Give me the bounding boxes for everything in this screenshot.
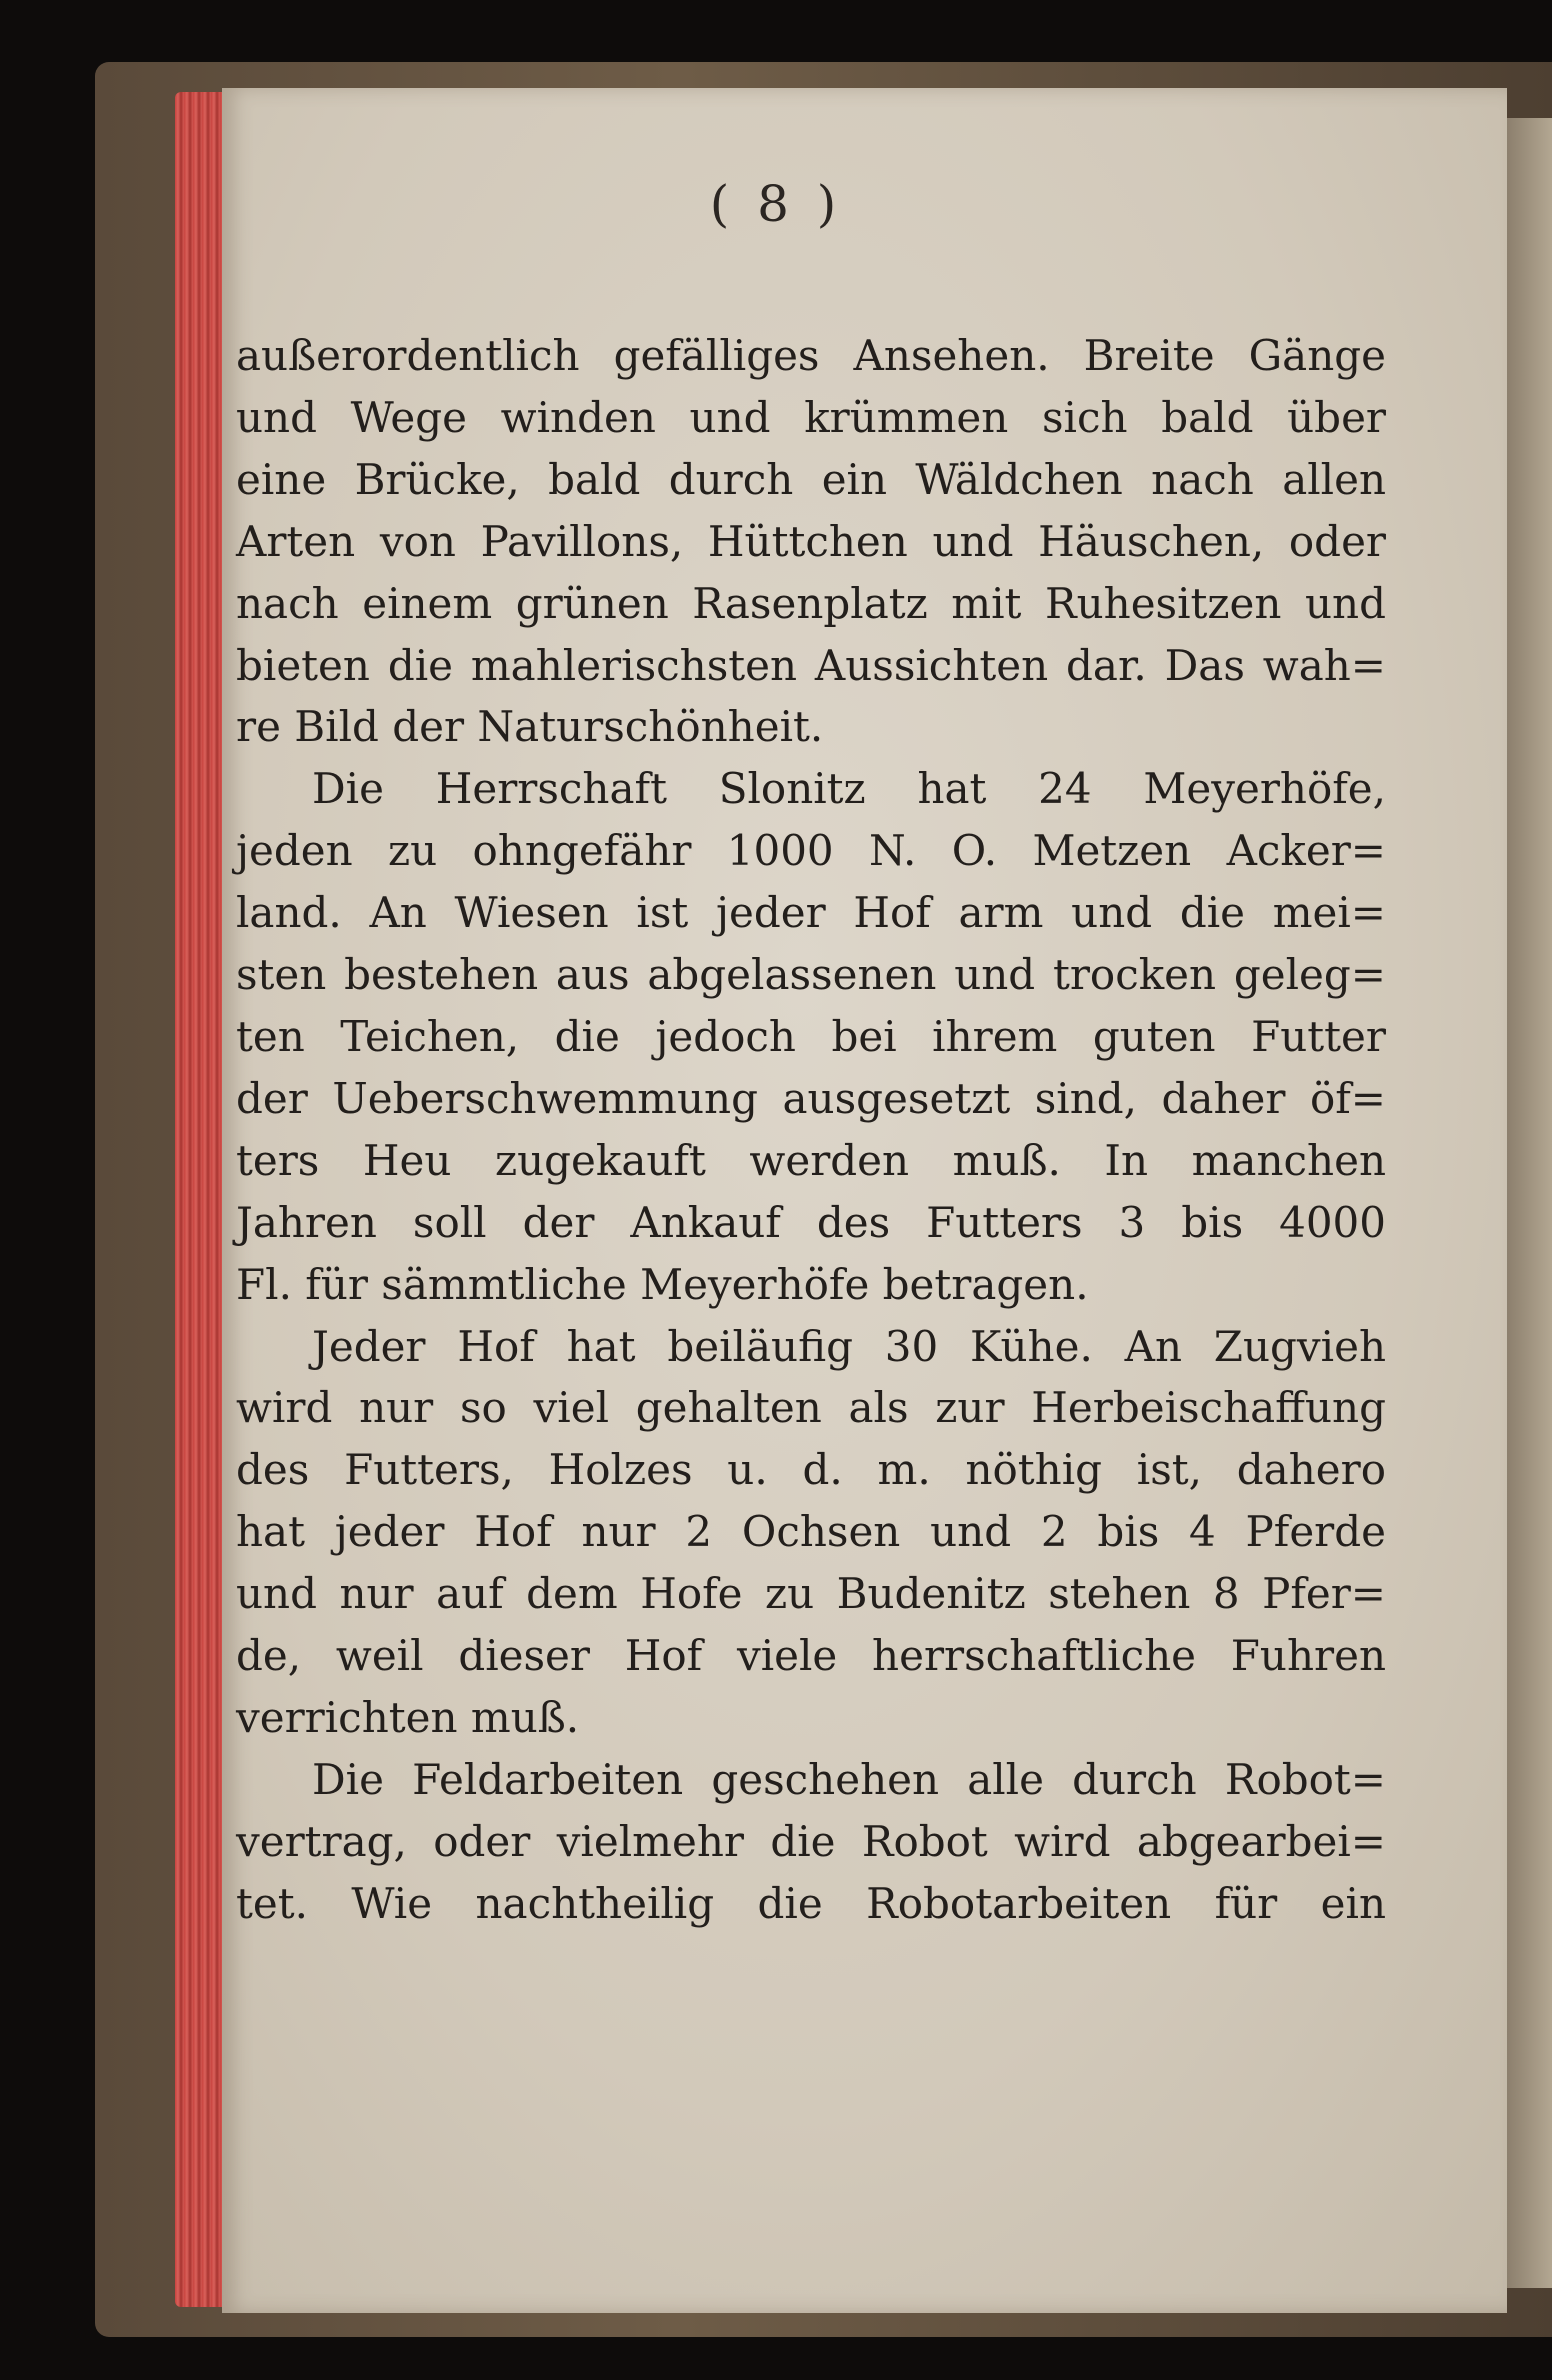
text-line: re Bild der Naturschönheit. <box>236 702 824 752</box>
text-line: der Ueberschwemmung ausgesetzt sind, daher öf= <box>236 1073 1386 1123</box>
paragraph <box>236 325 1386 758</box>
text-line: des Futters, Holzes u. d. m. nöthig ist, dahero <box>236 1445 1386 1495</box>
body-text <box>236 325 1386 1935</box>
paragraph <box>236 758 1386 1315</box>
paragraph <box>236 1316 1386 1749</box>
text-line: Die Feldarbeiten geschehen alle durch Robot= <box>312 1754 1386 1804</box>
text-line: außerordentlich gefälliges Ansehen. Breite Gänge <box>236 331 1386 380</box>
text-line: vertrag, oder vielmehr die Robot wird abgearbei= <box>236 1816 1386 1866</box>
text-line: Die Herrschaft Slonitz hat 24 Meyerhöfe, <box>312 764 1386 814</box>
red-page-edges <box>175 92 225 2307</box>
text-line: sten bestehen aus abgelassenen und trocken geleg= <box>236 950 1386 1000</box>
text-line: de, weil dieser Hof viele herrschaftliche Fuhren <box>236 1631 1386 1681</box>
text-line: wird nur so viel gehalten als zur Herbeischaffung <box>236 1383 1386 1433</box>
paragraph <box>236 1749 1386 1935</box>
text-line: ters Heu zugekauft werden muß. In manchen <box>236 1135 1386 1185</box>
text-line: Fl. für sämmtliche Meyerhöfe betragen. <box>236 1259 1089 1309</box>
text-line: tet. Wie nachtheilig die Robotarbeiten für ein <box>236 1878 1386 1928</box>
text-line: hat jeder Hof nur 2 Ochsen und 2 bis 4 Pferde <box>236 1507 1386 1557</box>
text-line: Jeder Hof hat beiläufig 30 Kühe. An Zugvieh <box>312 1321 1386 1371</box>
text-line: Arten von Pavillons, Hüttchen und Häuschen, oder <box>236 516 1386 566</box>
page-number-header: ( 8 ) <box>709 175 843 233</box>
text-line: und Wege winden und krümmen sich bald über <box>236 392 1386 442</box>
text-line: ten Teichen, die jedoch bei ihrem guten Futter <box>236 1011 1386 1061</box>
text-line: jeden zu ohngefähr 1000 N. O. Metzen Acker= <box>236 826 1386 876</box>
facing-page-edge <box>1507 118 1552 2288</box>
text-line: Jahren soll der Ankauf des Futters 3 bis 4000 <box>236 1197 1386 1247</box>
text-line: eine Brücke, bald durch ein Wäldchen nach allen <box>236 454 1386 504</box>
text-line: und nur auf dem Hofe zu Budenitz stehen 8 Pfer= <box>236 1569 1386 1619</box>
text-line: nach einem grünen Rasenplatz mit Ruhesitzen und <box>236 578 1386 628</box>
text-line: verrichten muß. <box>236 1692 580 1742</box>
text-line: land. An Wiesen ist jeder Hof arm und die mei= <box>236 888 1386 938</box>
text-line: bieten die mahlerischsten Aussichten dar. Das wah= <box>236 640 1386 690</box>
